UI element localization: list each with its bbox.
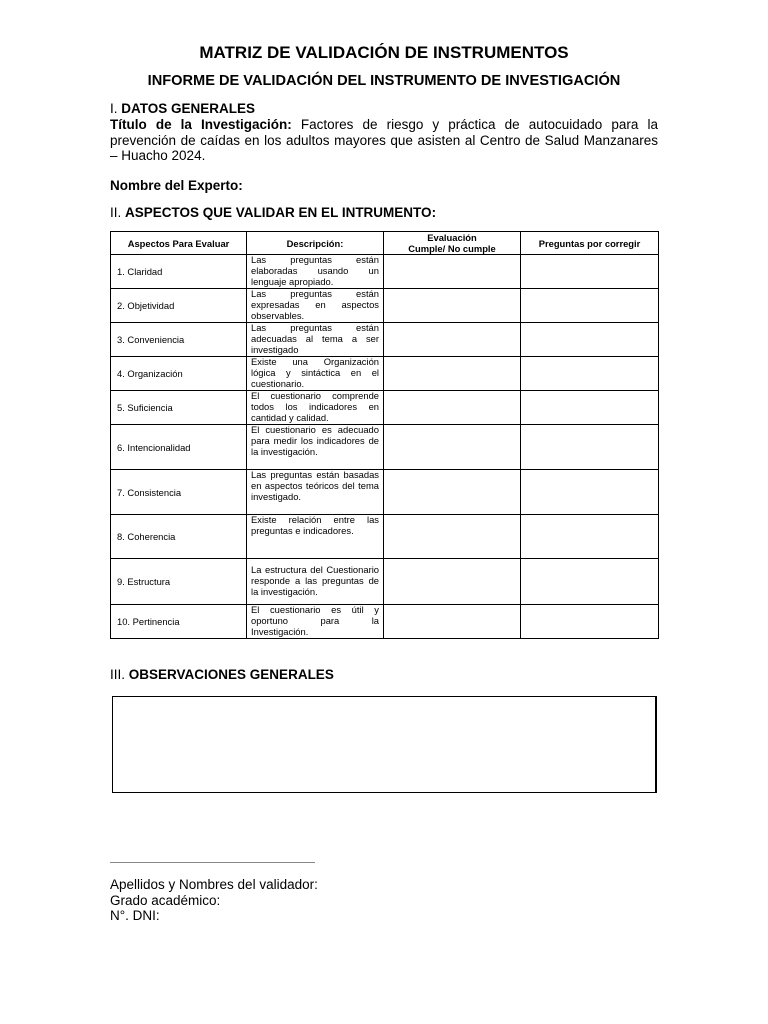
section-2-number: II. <box>110 205 122 220</box>
section-1-heading <box>110 101 255 116</box>
description-cell: Las preguntas están elaboradas usando un lenguaje apropiado. <box>247 255 384 289</box>
section-3-number: III. <box>110 667 126 682</box>
aspect-cell: 10. Pertinencia <box>111 605 247 639</box>
table-row <box>111 470 659 515</box>
corrections-cell[interactable] <box>521 357 659 391</box>
header-corrections: Preguntas por corregir <box>521 232 659 255</box>
corrections-cell[interactable] <box>521 255 659 289</box>
evaluation-cell[interactable] <box>384 391 521 425</box>
signature-line <box>110 862 315 863</box>
expert-name-label: Nombre del Experto: <box>110 178 243 193</box>
evaluation-cell[interactable] <box>384 470 521 515</box>
aspect-cell: 8. Coherencia <box>111 515 247 559</box>
description-cell: La estructura del Cuestionario responde a las preguntas de la investigación. <box>247 559 384 605</box>
description-cell: El cuestionario es útil y oportuno para la Investigación. <box>247 605 384 639</box>
aspect-cell: 2. Objetividad <box>111 289 247 323</box>
research-title-paragraph <box>110 117 658 164</box>
table-header-row <box>111 232 659 255</box>
corrections-cell[interactable] <box>521 515 659 559</box>
aspect-cell: 5. Suficiencia <box>111 391 247 425</box>
corrections-cell[interactable] <box>521 559 659 605</box>
corrections-cell[interactable] <box>521 289 659 323</box>
description-cell: El cuestionario comprende todos los indicadores en cantidad y calidad. <box>247 391 384 425</box>
corrections-cell[interactable] <box>521 323 659 357</box>
description-cell: Las preguntas están expresadas en aspectos observables. <box>247 289 384 323</box>
evaluation-cell[interactable] <box>384 255 521 289</box>
section-3-title: OBSERVACIONES GENERALES <box>128 667 334 682</box>
description-cell: Las preguntas están basadas en aspectos teóricos del tema investigado. <box>247 470 384 515</box>
description-cell: El cuestionario es adecuado para medir los indicadores de la investigación. <box>247 425 384 470</box>
header-evaluation <box>384 232 521 255</box>
evaluation-cell[interactable] <box>384 357 521 391</box>
table-row <box>111 425 659 470</box>
section-1-title: DATOS GENERALES <box>121 101 256 116</box>
document-title: MATRIZ DE VALIDACIÓN DE INSTRUMENTOS <box>199 43 569 62</box>
validation-table <box>110 231 659 639</box>
document-subtitle: INFORME DE VALIDACIÓN DEL INSTRUMENTO DE INVESTIGACIÓN <box>147 73 621 89</box>
academic-degree-label: Grado académico: <box>110 892 221 908</box>
section-3-heading <box>110 667 334 682</box>
observations-box[interactable] <box>112 696 657 793</box>
aspect-cell: 9. Estructura <box>111 559 247 605</box>
evaluation-cell[interactable] <box>384 323 521 357</box>
aspect-cell: 6. Intencionalidad <box>111 425 247 470</box>
header-evaluation-line1: Evaluación <box>427 232 477 243</box>
validator-name-label: Apellidos y Nombres del validador: <box>110 877 318 892</box>
table-row <box>111 357 659 391</box>
aspect-cell: 1. Claridad <box>111 255 247 289</box>
table-row <box>111 289 659 323</box>
corrections-cell[interactable] <box>521 470 659 515</box>
section-2-title: ASPECTOS QUE VALIDAR EN EL INTRUMENTO: <box>125 205 437 220</box>
aspect-cell: 7. Consistencia <box>111 470 247 515</box>
corrections-cell[interactable] <box>521 391 659 425</box>
table-row <box>111 391 659 425</box>
table-row <box>111 559 659 605</box>
header-description: Descripción: <box>247 232 384 255</box>
table-row <box>111 255 659 289</box>
description-cell: Existe una Organización lógica y sintáctica en el cuestionario. <box>247 357 384 391</box>
evaluation-cell[interactable] <box>384 425 521 470</box>
aspect-cell: 4. Organización <box>111 357 247 391</box>
description-cell: Existe relación entre las preguntas e indicadores. <box>247 515 384 559</box>
section-2-heading <box>110 205 436 220</box>
research-title-value: Factores de riesgo y práctica de autocuidado para la prevención de caídas en los adultos mayores que asisten al Centro de Salud Manzanares – Huacho 2024. <box>110 117 658 163</box>
table-row <box>111 515 659 559</box>
evaluation-cell[interactable] <box>384 515 521 559</box>
evaluation-cell[interactable] <box>384 605 521 639</box>
header-aspect: Aspectos Para Evaluar <box>111 232 247 255</box>
table-row <box>111 605 659 639</box>
research-title-label: Título de la Investigación: <box>110 117 292 132</box>
evaluation-cell[interactable] <box>384 559 521 605</box>
table-row <box>111 323 659 357</box>
dni-label: N°. DNI: <box>110 908 160 923</box>
evaluation-cell[interactable] <box>384 289 521 323</box>
corrections-cell[interactable] <box>521 605 659 639</box>
validator-info <box>110 877 318 924</box>
header-evaluation-line2: Cumple/ No cumple <box>408 243 496 254</box>
section-1-number: I. <box>110 101 118 116</box>
corrections-cell[interactable] <box>521 425 659 470</box>
aspect-cell: 3. Conveniencia <box>111 323 247 357</box>
description-cell: Las preguntas están adecuadas al tema a ser investigado <box>247 323 384 357</box>
